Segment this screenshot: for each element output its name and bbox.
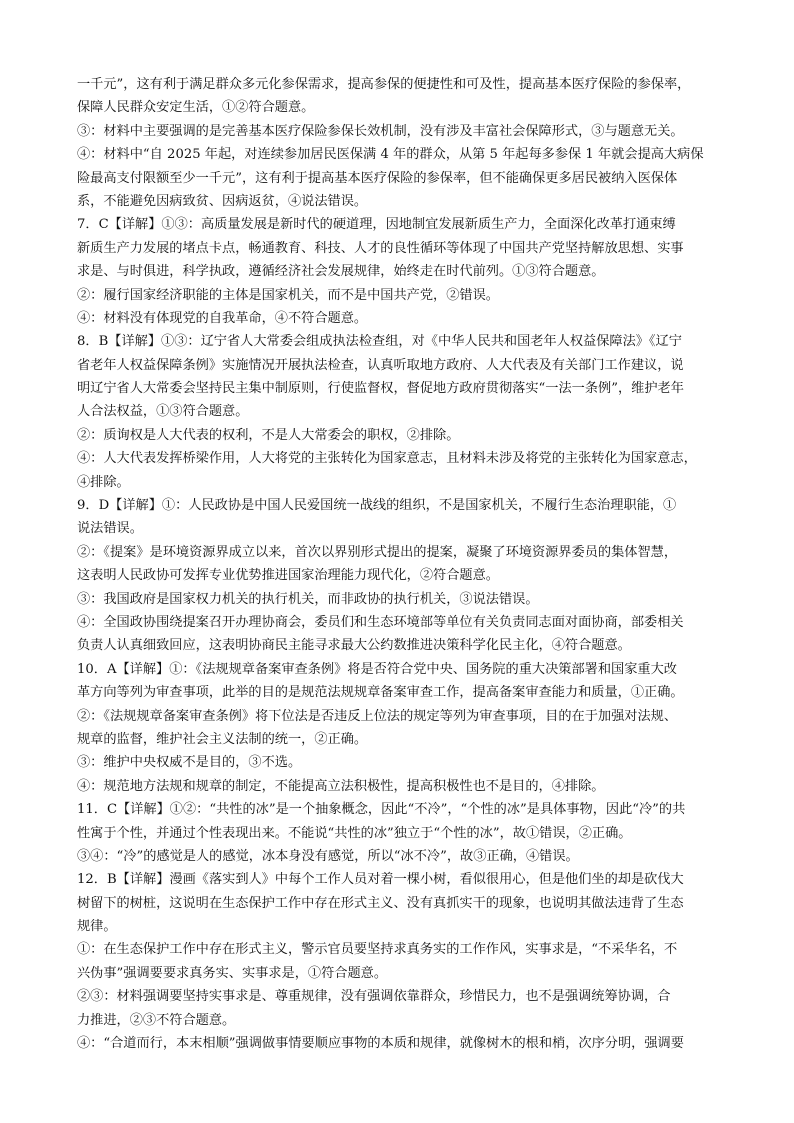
- text-line: ④：人大代表发挥桥梁作用，人大将党的主张转化为国家意志，且材料未涉及将党的主张转化为国家意志，: [77, 451, 697, 467]
- answer-explanation-text: [77, 73, 722, 1055]
- text-line: 系，不能避免因病致贫、因病返贫，④说法错误。: [77, 193, 368, 209]
- text-line: 保障人民群众安定生活，①②符合题意。: [77, 100, 315, 116]
- text-line: 求是、与时俱进，科学执政，遵循经济社会发展规律，始终走在时代前列。①③符合题意。: [77, 264, 605, 280]
- text-line: 8．B【详解】①③：辽宁省人大常委会组成执法检查组，对《中华人民共和国老年人权益保障法》《辽宁: [77, 334, 682, 350]
- text-line: 性寓于个性，并通过个性表现出来。不能说“共性的冰”独立于“个性的冰”，故①错误，②正确。: [77, 825, 632, 841]
- text-line: 10．A【详解】①：《法规规章备案审查条例》将是否符合党中央、国务院的重大决策部署和国家重大改: [77, 661, 677, 677]
- text-line: 一千元”，这有利于满足群众多元化参保需求，提高参保的便捷性和可及性，提高基本医疗保险的参保率，: [77, 77, 691, 92]
- text-line: 树留下的树桩，这说明在生态保护工作中存在形式主义、没有真抓实干的现象，也说明其做法违背了生态: [77, 895, 684, 911]
- text-line: ④：“合道而行，本末相顺”强调做事情要顺应事物的本质和规律，就像树木的根和梢，次序分明，强调要: [77, 1036, 684, 1052]
- text-line: ②：质询权是人大代表的权利，不是人大常委会的职权，②排除。: [77, 427, 460, 443]
- text-line: 兴伪事”强调要要求真务实、实事求是，①符合题意。: [77, 965, 388, 981]
- text-line: ③：我国政府是国家权力机关的执行机关，而非政协的执行机关，③说法错误。: [77, 591, 539, 607]
- text-line: 新质生产力发展的堵点卡点，畅通教育、科技、人才的良性循环等体现了中国共产党坚持解放思想、实事: [77, 240, 684, 256]
- text-line: 负责人认真细致回应，这表明协商民主能寻求最大公约数推进决策科学化民主化，④符合题意。: [77, 638, 631, 654]
- text-line: ②③：材料强调要坚持实事求是、尊重规律，没有强调依靠群众，珍惜民力，也不是强调统筹协调，合: [77, 989, 671, 1005]
- text-line: ④：全国政协围绕提案召开办理协商会，委员们和生态环境部等单位有关负责同志面对面协商，部委相关: [77, 614, 684, 630]
- text-line: ①：在生态保护工作中存在形式主义，警示官员要坚持求真务实的工作作风，实事求是，“不采华名，不: [77, 942, 678, 958]
- text-line: 省老年人权益保障条例》实施情况开展执法检查，认真听取地方政府、人大代表及有关部门工作建议，说: [77, 357, 684, 373]
- text-line: 规律。: [77, 919, 117, 935]
- text-line: ③：材料中主要强调的是完善基本医疗保险参保长效机制，没有涉及丰富社会保障形式，③与题意无关。: [77, 123, 684, 139]
- text-line: ③：维护中央权威不是目的，③不选。: [77, 755, 302, 771]
- text-line: 力推进，②③不符合题意。: [77, 1012, 236, 1028]
- text-line: 说法错误。: [77, 521, 143, 537]
- text-line: ②：《提案》是环境资源界成立以来，首次以界别形式提出的提案，凝聚了环境资源界委员的集体智慧，: [77, 544, 678, 560]
- text-line: 险最高支付限额至少一千元”，这有利于提高基本医疗保险的参保率，但不能确保更多居民被纳入医保体: [77, 170, 678, 186]
- text-line: 规章的监督，维护社会主义法制的统一，②正确。: [77, 731, 368, 747]
- text-line: 明辽宁省人大常委会坚持民主集中制原则，行使监督权，督促地方政府贯彻落实“一法一条例”，维护老年: [77, 381, 684, 397]
- text-line: ②：履行国家经济职能的主体是国家机关，而不是中国共产党，②错误。: [77, 287, 499, 303]
- text-line: ③④：“冷”的感觉是人的感觉，冰本身没有感觉，所以“冰不冷”，故③正确，④错误。: [77, 848, 579, 864]
- text-line: ④：材料没有体现党的自我革命，④不符合题意。: [77, 310, 368, 326]
- text-line: ②：《法规规章备案审查条例》将下位法是否违反上位法的规定等列为审查事项，目的在于加强对法规、: [77, 708, 678, 724]
- text-line: 11．C【详解】①②：“共性的冰”是一个抽象概念，因此“不冷”，“个性的冰”是具体事物，因此“冷”的共: [77, 802, 686, 818]
- text-line: ④：材料中“自 2025 年起，对连续参加居民医保满 4 年的群众，从第 5 年起每多参保 1 年就会提高大病保: [77, 147, 704, 163]
- text-line: ④排除。: [77, 474, 130, 490]
- text-line: ④：规范地方法规和规章的制定，不能提高立法积极性，提高积极性也不是目的，④排除。: [77, 778, 605, 794]
- text-line: 9．D【详解】①：人民政协是中国人民爱国统一战线的组织，不是国家机关，不履行生态治理职能，①: [77, 498, 677, 514]
- text-line: 人合法权益，①③符合题意。: [77, 404, 249, 420]
- text-line: 革方向等列为审查事项，此举的目的是规范法规规章备案审查工作，提高备案审查能力和质量，①正确。: [77, 685, 684, 701]
- text-line: 7．C【详解】①③：高质量发展是新时代的硬道理，因地制宜发展新质生产力，全面深化改革打通束缚: [77, 217, 676, 233]
- text-line: 这表明人民政协可发挥专业优势推进国家治理能力现代化，②符合题意。: [77, 568, 499, 584]
- text-line: 12．B【详解】漫画《落实到人》中每个工作人员对着一棵小树，看似很用心，但是他们坐的却是砍伐大: [77, 872, 684, 888]
